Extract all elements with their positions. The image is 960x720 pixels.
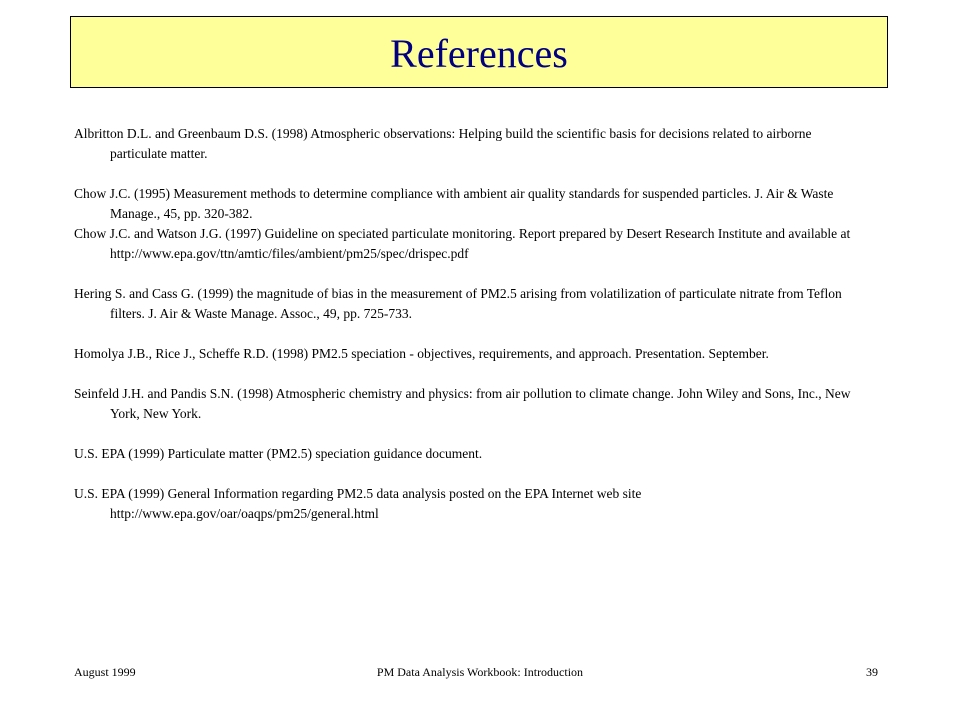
reference-item: Chow J.C. (1995) Measurement methods to determine compliance with ambient air quality standards for suspended particles. J. Air & Waste Manage., 45, pp. 320-382. bbox=[74, 186, 834, 221]
title-banner bbox=[70, 16, 888, 88]
footer-date: August 1999 bbox=[74, 665, 136, 679]
reference-item: Hering S. and Cass G. (1999) the magnitude of bias in the measurement of PM2.5 arising from volatilization of particulate nitrate from Teflon filters. J. Air & Waste Manage. Assoc., 49, pp. 725-733. bbox=[74, 286, 842, 321]
reference-item: Homolya J.B., Rice J., Scheffe R.D. (1998) PM2.5 speciation - objectives, requirements, and approach. Presentation. September. bbox=[74, 346, 769, 361]
page-title: References bbox=[390, 31, 568, 76]
reference-item: Chow J.C. and Watson J.G. (1997) Guideline on speciated particulate monitoring. Report prepared by Desert Research Institute and available at http://www.epa.gov/ttn/amtic/files/ambient/pm25/spec/drispec.pdf bbox=[74, 226, 851, 261]
reference-item: U.S. EPA (1999) General Information regarding PM2.5 data analysis posted on the EPA Internet web site http://www.epa.gov/oar/oaqps/pm25/general.html bbox=[74, 486, 642, 521]
reference-list bbox=[74, 124, 864, 524]
reference-item: Albritton D.L. and Greenbaum D.S. (1998) Atmospheric observations: Helping build the scientific basis for decisions related to airborne particulate matter. bbox=[74, 126, 812, 161]
page-number: 39 bbox=[866, 665, 878, 679]
footer-title: PM Data Analysis Workbook: Introduction bbox=[376, 665, 584, 679]
reference-item: U.S. EPA (1999) Particulate matter (PM2.5) speciation guidance document. bbox=[74, 446, 483, 461]
reference-item: Seinfeld J.H. and Pandis S.N. (1998) Atmospheric chemistry and physics: from air pollution to climate change. John Wiley and Sons, Inc., New York, New York. bbox=[74, 386, 851, 421]
